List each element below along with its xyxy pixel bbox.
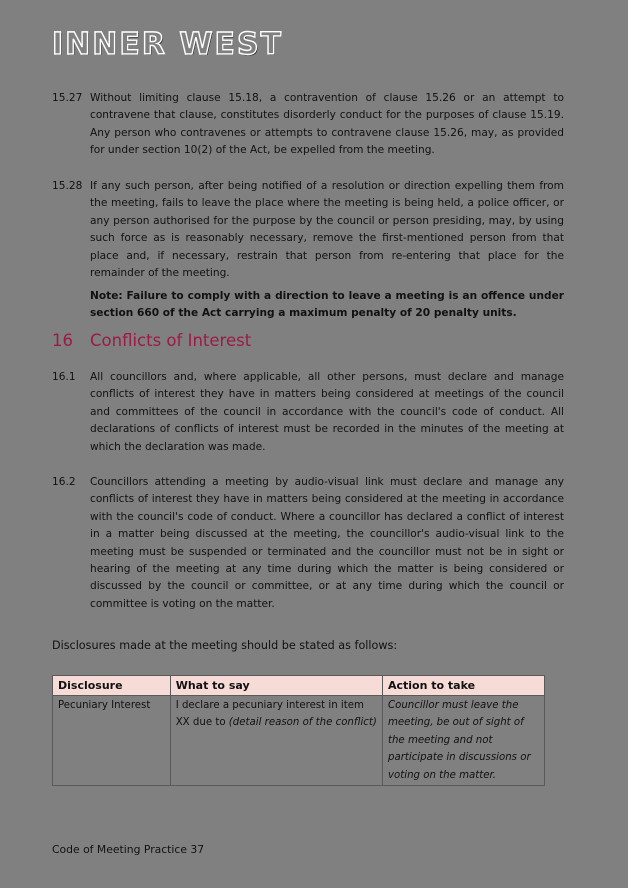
what-to-say-plain: I declare a pecuniary interest in item XX due to xyxy=(175,700,364,729)
note-paragraph: Note: Failure to comply with a direction to leave a meeting is an offence under section 660 of the Act carrying a maximum penalty of 20 penalty units. xyxy=(90,290,564,320)
clause-15-28 xyxy=(52,178,564,282)
table-header-row xyxy=(53,676,545,696)
section-heading xyxy=(52,331,251,350)
what-to-say-italic: (detail reason of the conflict) xyxy=(228,717,377,729)
header-what-to-say: What to say xyxy=(170,676,382,696)
disclosure-table xyxy=(52,675,545,786)
clause-number: 16.1 xyxy=(52,371,76,383)
header-action-to-take: Action to take xyxy=(382,676,544,696)
inner-west-logo: INNER WEST xyxy=(52,27,284,62)
clause-16-1 xyxy=(52,369,564,456)
clause-text: All councillors and, where applicable, all other persons, must declare and manage conflicts of interest they have in matters being considered at meetings of the council and committees of the council in accordance with the council's code of conduct. All declarations of conflicts of interest must be recorded in the minutes of the meeting at which the declaration was made. xyxy=(90,371,564,453)
section-number: 16 xyxy=(52,331,73,350)
clause-16-2 xyxy=(52,474,564,613)
cell-action: Councillor must leave the meeting, be out of sight of the meeting and not participate in discussions or voting on the matter. xyxy=(382,696,544,786)
cell-what-to-say xyxy=(170,696,382,786)
clause-text: Councillors attending a meeting by audio-visual link must declare and manage any conflicts of interest they have in matters being considered at the meeting in accordance with the council's code of conduct. Where a councillor has declared a conflict of interest in a matter being discussed at the meeting, the councillor's audio-visual link to the meeting must be suspended or terminated and the councillor must not be in sight or hearing of the meeting at any time during which the matter is being considered or discussed by the council or committee, or at any time during which the council or committee is voting on the matter. xyxy=(90,476,564,610)
section-title: Conflicts of Interest xyxy=(90,331,252,350)
clause-number: 15.27 xyxy=(52,92,83,104)
header-disclosure: Disclosure xyxy=(53,676,171,696)
table-row xyxy=(53,696,545,786)
clause-number: 16.2 xyxy=(52,476,76,488)
page-footer: Code of Meeting Practice 37 xyxy=(52,843,205,856)
disclosures-intro: Disclosures made at the meeting should be stated as follows: xyxy=(52,639,398,652)
cell-disclosure: Pecuniary Interest xyxy=(53,696,171,786)
clause-number: 15.28 xyxy=(52,180,83,192)
clause-text: If any such person, after being notified of a resolution or direction expelling them from the meeting, fails to leave the place where the meeting is being held, a police officer, or any person authorised for the purpose by the council or person presiding, may, by using such force as is reasonably necessary, remove the first-mentioned person from that place and, if necessary, restrain that person from re-entering that place for the remainder of the meeting. xyxy=(90,180,564,280)
clause-text: Without limiting clause 15.18, a contravention of clause 15.26 or an attempt to contravene that clause, constitutes disorderly conduct for the purposes of clause 15.19. Any person who contravenes or attempts to contravene clause 15.26, may, as provided for under section 10(2) of the Act, be expelled from the meeting. xyxy=(90,92,564,157)
clause-15-27 xyxy=(52,90,564,160)
